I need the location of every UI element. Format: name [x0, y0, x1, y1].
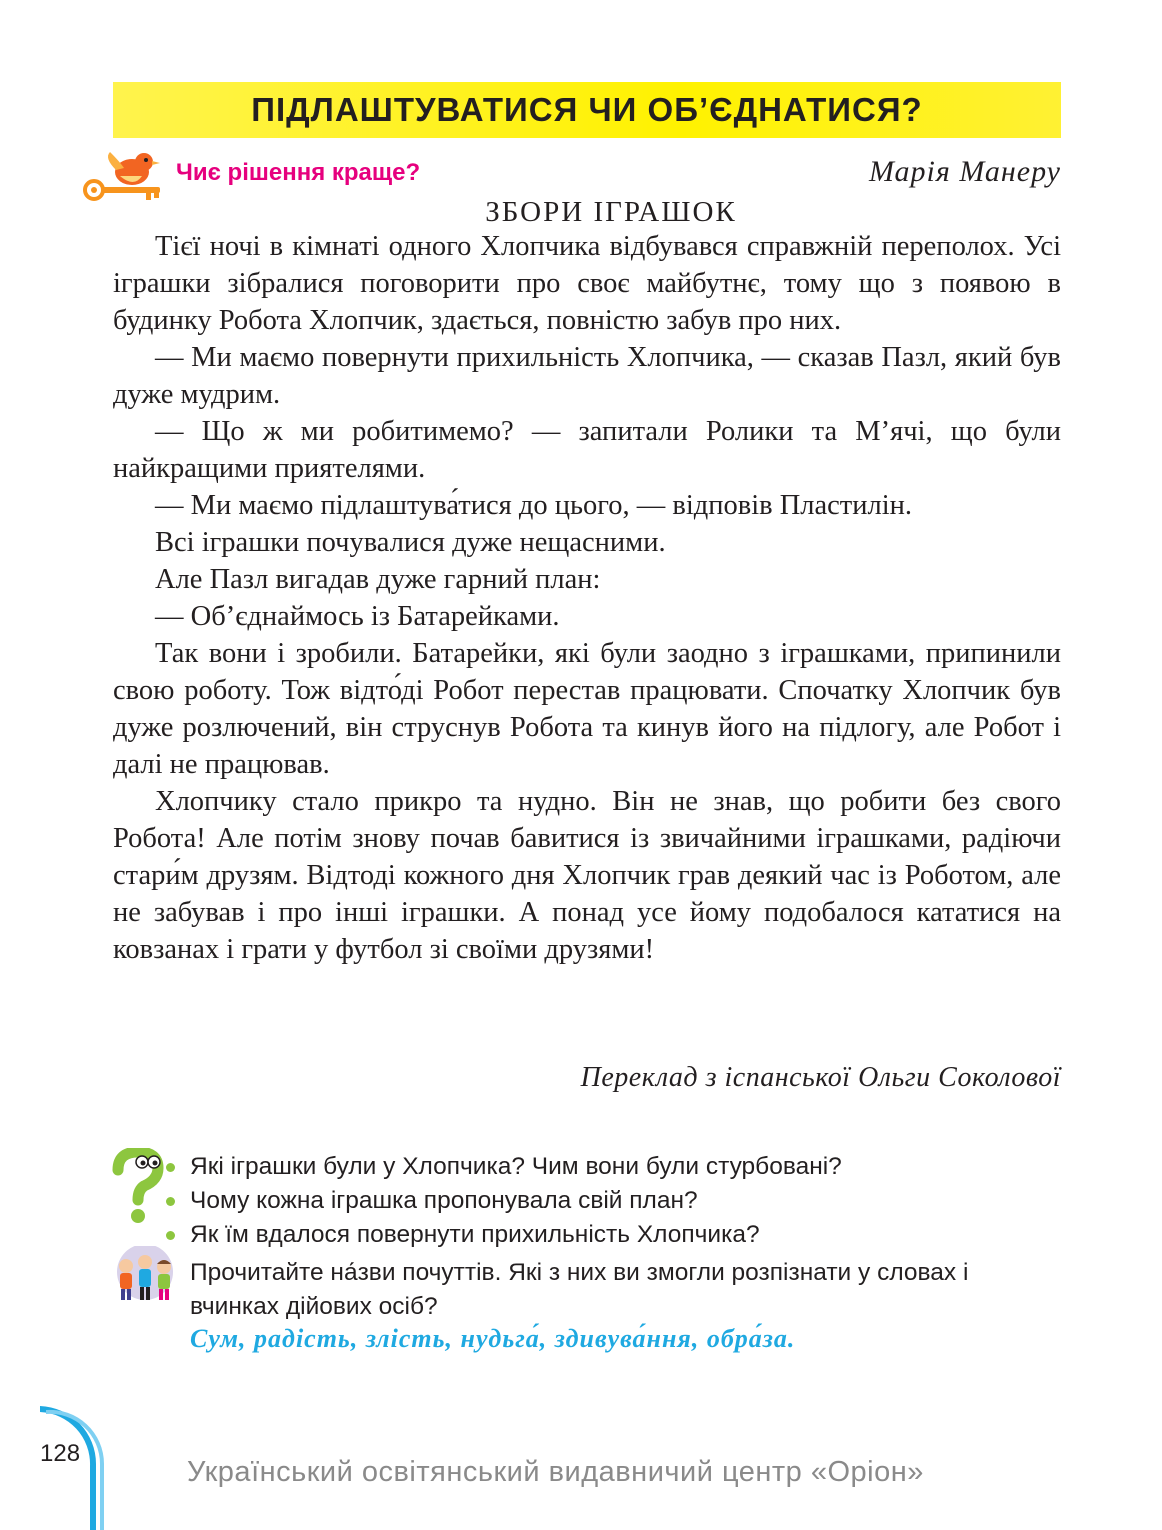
story-text	[113, 228, 1061, 968]
publisher-name: Український освітянський видавничий центр «Оріон»	[187, 1456, 924, 1488]
section-subtitle: Чиє рішення краще?	[176, 159, 421, 186]
story-paragraph: Хлопчику стало прикро та нудно. Він не знав, що робити без свого Робота! Але потім знову почав бавитися із звичайними іграшками, радіючи стари́м друзям. Відтоді кожного дня Хлопчик грав деякий час із Роботом, але не забував і про інші іграшки. А понад усе йому подобалося кататися на ковзанах і грати у футбол зі своїми друзями!	[113, 786, 1061, 965]
story-paragraph: — Ми маємо підлаштува́тися до цього, — відповів Пластилін.	[155, 490, 913, 521]
story-paragraph: Але Пазл вигадав дуже гарний план:	[155, 564, 601, 595]
story-paragraph: — Що ж ми робитимемо? — запитали Ролики та М’ячі, що були найкращими приятелями.	[113, 416, 1061, 484]
story-paragraph: Так вони і зробили. Батарейки, які були заодно з іграшками, припинили свою роботу. Тож відто́ді Робот перестав працювати. Спочатку Хлопчик був дуже розлючений, він струснув Робота та кинув його на підлогу, але Робот і далі не працював.	[113, 638, 1061, 780]
story-paragraph: Всі іграшки почувалися дуже нещасними.	[155, 527, 666, 558]
children-icon	[112, 1246, 178, 1304]
story-title: ЗБОРИ ІГРАШОК	[485, 196, 737, 228]
list-item: Чому кожна іграшка пропонувала свій план?	[166, 1184, 842, 1218]
page-title: ПІДЛАШТУВАТИСЯ ЧИ ОБ’ЄДНАТИСЯ?	[251, 91, 923, 128]
feelings-list: Сум, радість, злість, нудьга́, здивува́ння, обра́за.	[190, 1324, 796, 1353]
story-paragraph: — Об’єднаймось із Батарейками.	[155, 601, 560, 632]
author-name: Марія Манеру	[868, 155, 1061, 188]
title-banner	[113, 82, 1061, 138]
page-number: 128	[40, 1440, 81, 1467]
question-list	[166, 1150, 842, 1252]
list-item: Які іграшки були у Хлопчика? Чим вони були стурбовані?	[166, 1150, 842, 1184]
list-item: Як їм вдалося повернути прихильність Хлопчика?	[166, 1218, 842, 1252]
story-paragraph: — Ми маємо повернути прихильність Хлопчика, — сказав Пазл, який був дуже мудрим.	[113, 342, 1061, 410]
story-paragraph: Тієї ночі в кімнаті одного Хлопчика відбувався справжній переполох. Усі іграшки зібралися поговорити про своє майбутнє, тому що з появою в будинку Робота Хлопчик, здається, повністю забув про них.	[113, 231, 1061, 336]
question-mark-icon	[108, 1148, 168, 1224]
translation-credit: Переклад з іспанської Ольги Соколової	[580, 1062, 1061, 1093]
reading-task: Прочитайте на́зви почуттів. Які з них ви змогли розпізнати у словах і вчинках дійових осіб?	[190, 1259, 969, 1320]
